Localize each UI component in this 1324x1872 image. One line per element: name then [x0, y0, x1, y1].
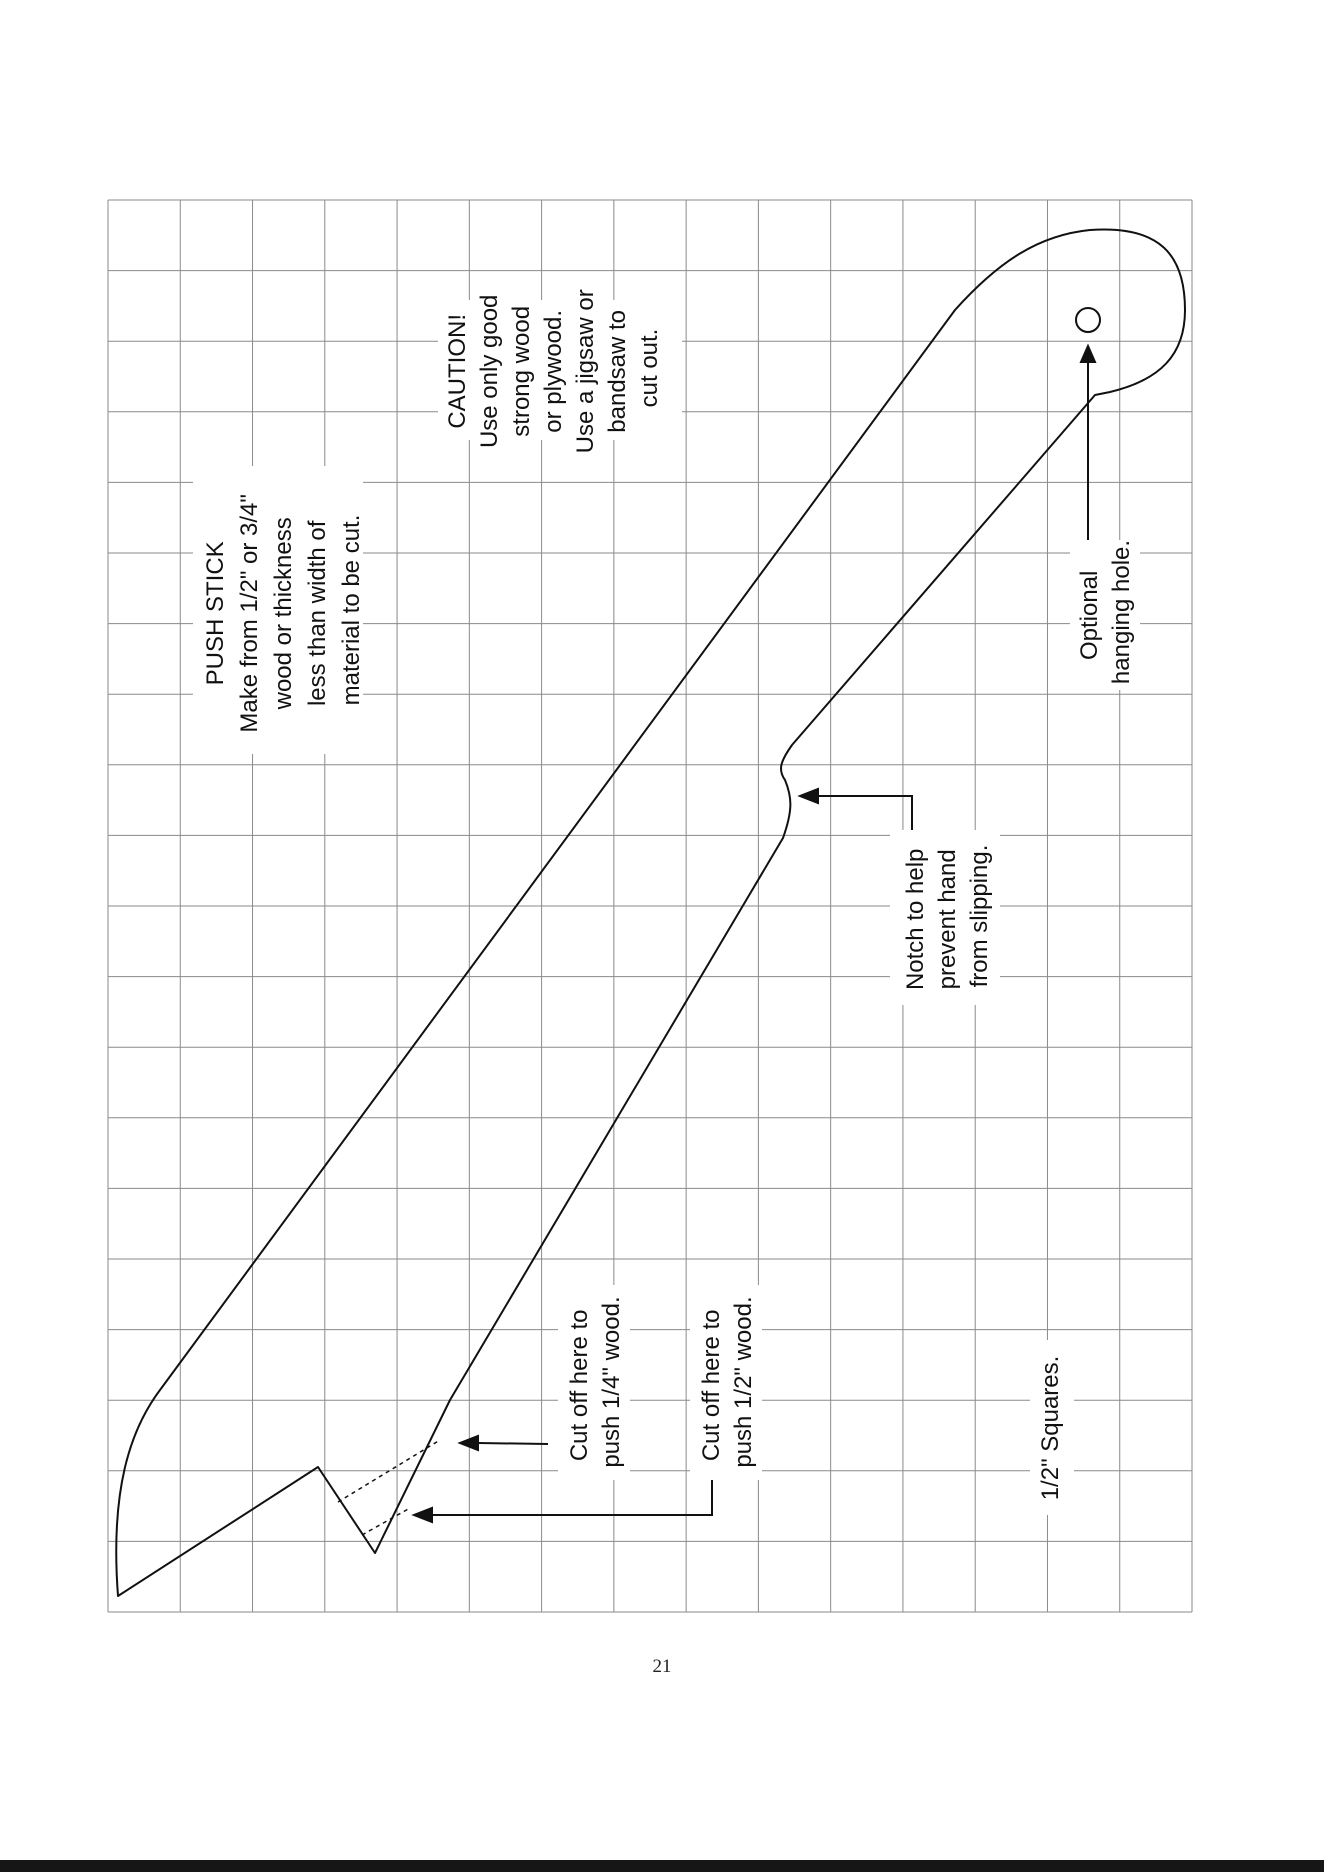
caution-label: [438, 283, 682, 454]
svg-text:Optional hanging hole.: Optional hanging hole.: [1076, 539, 1135, 685]
page-number: 21: [652, 1656, 672, 1677]
hanging-hole-arrow: [1081, 346, 1095, 545]
bottom-scan-edge: [0, 1860, 1324, 1872]
push-stick-title: PUSH STICK: [202, 541, 229, 686]
hanging-hole-label: [1070, 540, 1140, 690]
svg-text:CAUTION! Use only good: CAUTION! Use only good strong wood or plywood. Use a jigsaw or bandsaw to cut out.: [444, 289, 663, 454]
svg-text:Cut off here to push 1/4: Cut off here to push 1/4" wood.: [566, 1296, 625, 1468]
svg-text:Notch to help prevent ha: Notch to help prevent hand from slipping.: [902, 844, 993, 991]
cut-half-label: [690, 1285, 762, 1480]
push-stick-label: [193, 466, 365, 754]
hanging-hole-circle: [1076, 308, 1100, 332]
squares-scale-text: 1/2" Squares.: [1037, 1355, 1064, 1501]
svg-text:1/2" Squares.: [1037, 1356, 1064, 1501]
cut-quarter-label: [558, 1285, 630, 1480]
caution-title: CAUTION!: [444, 314, 471, 429]
svg-text:PUSH STICK Make from 1/2: PUSH STICK Make from 1/2" or 3/4" wood or thickness less than width of material to be cut.: [202, 494, 365, 733]
notch-label: [890, 830, 1000, 1005]
squares-label: [1030, 1340, 1074, 1515]
cut-quarter-arrow: [460, 1436, 548, 1450]
svg-text:Cut off here to push 1/2: Cut off here to push 1/2" wood.: [698, 1296, 757, 1468]
